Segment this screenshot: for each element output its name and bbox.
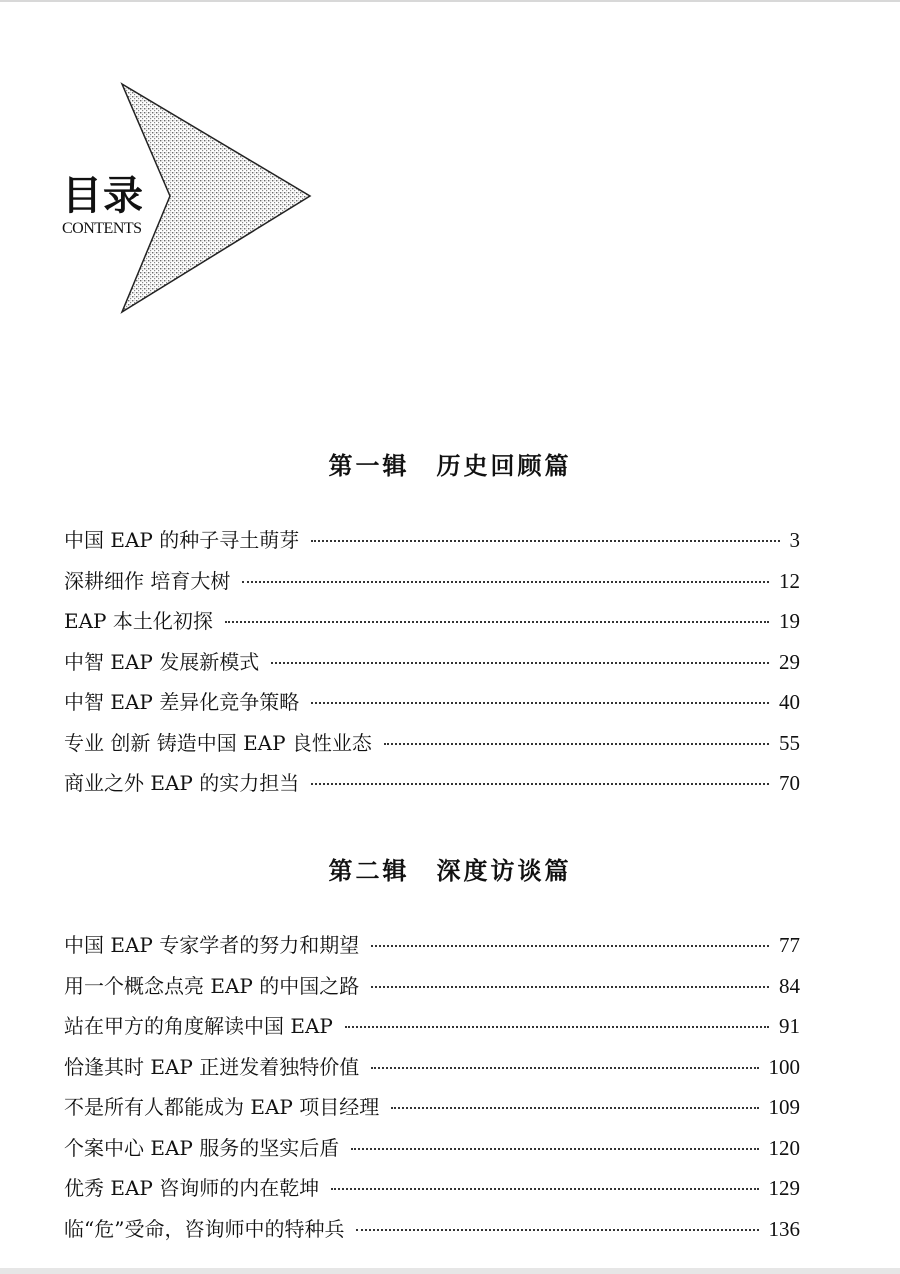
- toc-entry-title: 临“危”受命，咨询师中的特种兵: [64, 1216, 345, 1241]
- toc-entry-page: 120: [768, 1135, 800, 1160]
- toc-entry-page: 19: [779, 609, 800, 633]
- toc-entry[interactable]: [64, 686, 800, 727]
- toc-list-section-1: [64, 524, 800, 808]
- toc-entry-page: 84: [779, 973, 800, 998]
- toc-entry-page: 109: [768, 1095, 800, 1119]
- contents-title-en: CONTENTS: [62, 220, 142, 237]
- dot-leader: [242, 581, 769, 583]
- dot-leader: [311, 702, 769, 704]
- toc-entry-page: 3: [789, 528, 800, 552]
- contents-arrow-graphic: [0, 0, 340, 330]
- toc-entry[interactable]: [64, 767, 800, 808]
- toc-entry[interactable]: [64, 1051, 800, 1092]
- toc-entry-title: 中智 EAP 发展新模式: [64, 649, 260, 674]
- toc-entry-title: 中国 EAP 专家学者的努力和期望: [64, 933, 360, 957]
- dot-leader: [391, 1107, 758, 1109]
- toc-entry[interactable]: [64, 1172, 800, 1213]
- toc-entry-page: 29: [779, 649, 800, 674]
- dot-leader: [351, 1148, 758, 1150]
- toc-list-section-2: [64, 929, 800, 1253]
- toc-entry[interactable]: [64, 929, 800, 970]
- toc-entry[interactable]: [64, 970, 800, 1011]
- contents-title-cn: 目录: [62, 173, 144, 219]
- section-heading-2: 第二辑 深度访谈篇: [328, 857, 572, 885]
- toc-entry-page: 129: [768, 1176, 800, 1200]
- toc-entry-title: 站在甲方的角度解读中国 EAP: [64, 1014, 333, 1038]
- toc-entry-page: 55: [779, 730, 800, 755]
- toc-entry[interactable]: [64, 605, 800, 646]
- toc-entry-title: 中国 EAP 的种子寻土萌芽: [64, 528, 300, 552]
- section-heading-1: 第一辑 历史回顾篇: [328, 452, 572, 480]
- dot-leader: [371, 986, 769, 988]
- dot-leader: [345, 1026, 769, 1028]
- toc-entry-page: 12: [779, 568, 800, 593]
- toc-entry-page: 77: [779, 933, 800, 957]
- toc-entry-title: 不是所有人都能成为 EAP 项目经理: [64, 1095, 380, 1119]
- toc-entry-title: 优秀 EAP 咨询师的内在乾坤: [64, 1176, 320, 1200]
- dot-leader: [371, 945, 769, 947]
- toc-entry-page: 136: [768, 1216, 800, 1241]
- toc-entry[interactable]: [64, 1010, 800, 1051]
- toc-entry-page: 70: [779, 771, 800, 795]
- toc-entry-page: 40: [779, 690, 800, 714]
- toc-entry[interactable]: [64, 524, 800, 565]
- toc-entry-page: 91: [779, 1014, 800, 1038]
- dot-leader: [311, 783, 769, 785]
- toc-entry-title: 用一个概念点亮 EAP 的中国之路: [64, 973, 360, 998]
- dot-leader: [356, 1229, 758, 1231]
- dot-leader: [384, 743, 769, 745]
- toc-entry[interactable]: [64, 646, 800, 687]
- toc-entry-title: 商业之外 EAP 的实力担当: [64, 771, 300, 795]
- dot-leader: [311, 540, 779, 542]
- toc-entry-page: 100: [768, 1054, 800, 1079]
- dot-leader: [225, 621, 769, 623]
- toc-entry-title: 个案中心 EAP 服务的坚实后盾: [64, 1135, 340, 1160]
- toc-entry-title: 专业 创新 铸造中国 EAP 良性业态: [64, 730, 372, 755]
- toc-entry[interactable]: [64, 1091, 800, 1132]
- dot-leader: [331, 1188, 758, 1190]
- toc-entry-title: 恰逢其时 EAP 正迸发着独特价值: [64, 1054, 360, 1079]
- toc-entry[interactable]: [64, 727, 800, 768]
- dot-leader: [271, 662, 769, 664]
- toc-entry[interactable]: [64, 565, 800, 606]
- toc-entry-title: 深耕细作 培育大树: [64, 568, 231, 593]
- toc-entry-title: EAP 本土化初探: [64, 609, 213, 633]
- toc-entry[interactable]: [64, 1132, 800, 1173]
- toc-entry-title: 中智 EAP 差异化竞争策略: [64, 690, 300, 714]
- toc-entry[interactable]: [64, 1213, 800, 1254]
- dot-leader: [371, 1067, 758, 1069]
- bottom-rule: [0, 1268, 900, 1274]
